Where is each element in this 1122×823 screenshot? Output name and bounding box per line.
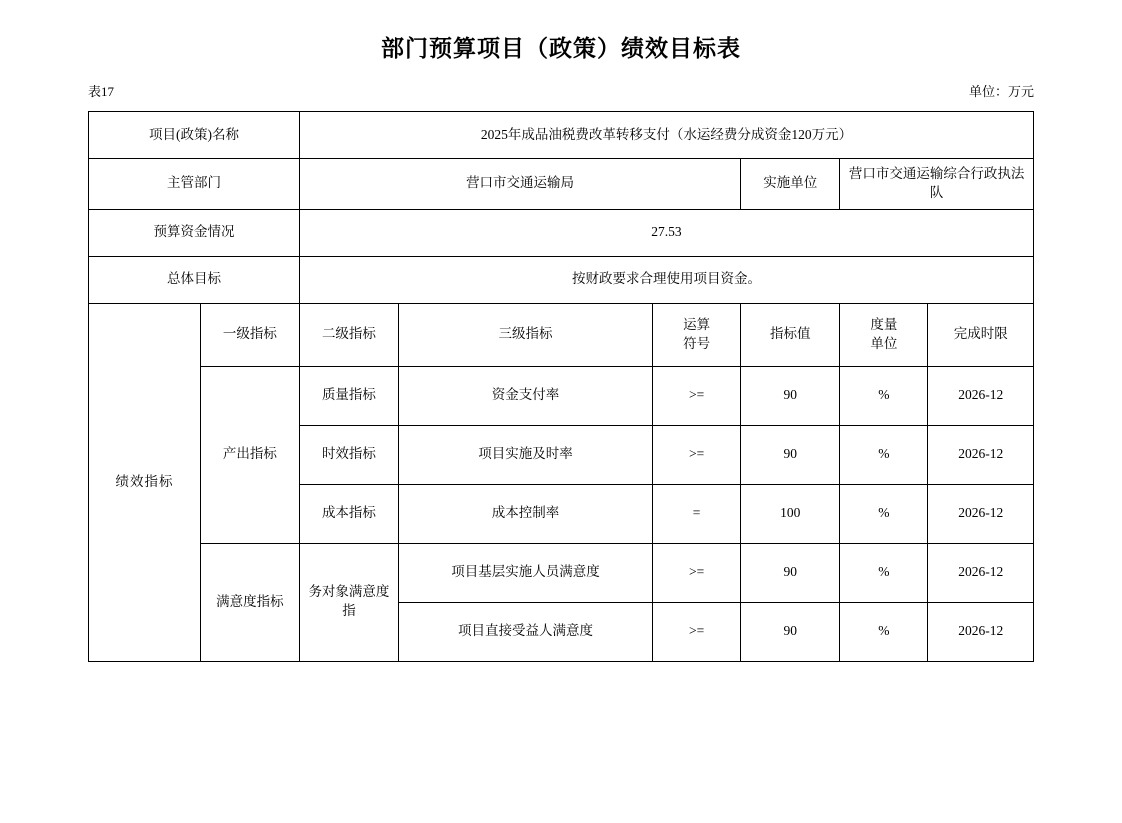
header-deadline: 完成时限: [928, 303, 1034, 366]
operator-value: =: [652, 484, 740, 543]
dept-label: 主管部门: [89, 159, 300, 210]
level3-beneficiary-satisfaction: 项目直接受益人满意度: [398, 602, 652, 661]
unit-value: %: [840, 366, 928, 425]
header-level1: 一级指标: [200, 303, 299, 366]
target-value: 90: [741, 543, 840, 602]
indicator-section-label: 绩效指标: [89, 303, 201, 661]
unit-value: %: [840, 543, 928, 602]
header-target-value: 指标值: [741, 303, 840, 366]
project-name-label: 项目(政策)名称: [89, 112, 300, 159]
level3-staff-satisfaction: 项目基层实施人员满意度: [398, 543, 652, 602]
deadline-value: 2026-12: [928, 484, 1034, 543]
deadline-value: 2026-12: [928, 366, 1034, 425]
target-value: 90: [741, 602, 840, 661]
header-operator-line2: 符号: [683, 335, 711, 351]
performance-goal-table: [88, 111, 1034, 662]
document-page: [0, 30, 1122, 823]
operator-value: >=: [652, 602, 740, 661]
impl-unit-value: 营口市交通运输综合行政执法队: [840, 159, 1034, 210]
unit-value: %: [840, 602, 928, 661]
deadline-value: 2026-12: [928, 543, 1034, 602]
project-name-value: 2025年成品油税费改革转移支付（水运经费分成资金120万元）: [299, 112, 1033, 159]
target-value: 100: [741, 484, 840, 543]
header-level2: 二级指标: [299, 303, 398, 366]
level3-payment-rate: 资金支付率: [398, 366, 652, 425]
level2-timeliness: 时效指标: [299, 425, 398, 484]
target-value: 90: [741, 366, 840, 425]
operator-value: >=: [652, 425, 740, 484]
level1-satisfaction: 满意度指标: [200, 543, 299, 661]
unit-note: 单位：万元: [968, 84, 1034, 99]
table-row-project-name: [89, 112, 1034, 159]
target-value: 90: [741, 425, 840, 484]
overall-goal-label: 总体目标: [89, 256, 300, 303]
deadline-value: 2026-12: [928, 602, 1034, 661]
level1-output: 产出指标: [200, 366, 299, 543]
level2-quality: 质量指标: [299, 366, 398, 425]
indicator-header-row: [89, 303, 1034, 366]
budget-value: 27.53: [299, 209, 1033, 256]
table-number: 表17: [88, 84, 115, 99]
table-row-budget: [89, 209, 1034, 256]
level3-implementation-rate: 项目实施及时率: [398, 425, 652, 484]
header-operator: [652, 303, 740, 366]
dept-value: 营口市交通运输局: [299, 159, 740, 210]
level2-cost: 成本指标: [299, 484, 398, 543]
page-title: 部门预算项目（政策）绩效目标表: [381, 35, 741, 61]
header-unit: [840, 303, 928, 366]
header-unit-line2: 单位: [870, 335, 898, 351]
table-row-department: [89, 159, 1034, 210]
header-level3: 三级指标: [398, 303, 652, 366]
header-operator-line1: 运算: [683, 316, 711, 332]
table-row: [89, 366, 1034, 425]
header-unit-line1: 度量: [870, 316, 898, 332]
unit-value: %: [840, 484, 928, 543]
table-row: [89, 543, 1034, 602]
unit-value: %: [840, 425, 928, 484]
table-row-overall-goal: [89, 256, 1034, 303]
meta-row: [0, 81, 1122, 99]
operator-value: >=: [652, 543, 740, 602]
operator-value: >=: [652, 366, 740, 425]
level3-cost-control: 成本控制率: [398, 484, 652, 543]
overall-goal-value: 按财政要求合理使用项目资金。: [299, 256, 1033, 303]
budget-label: 预算资金情况: [89, 209, 300, 256]
deadline-value: 2026-12: [928, 425, 1034, 484]
impl-unit-label: 实施单位: [741, 159, 840, 210]
level2-service-satisfaction: 务对象满意度指: [299, 543, 398, 661]
